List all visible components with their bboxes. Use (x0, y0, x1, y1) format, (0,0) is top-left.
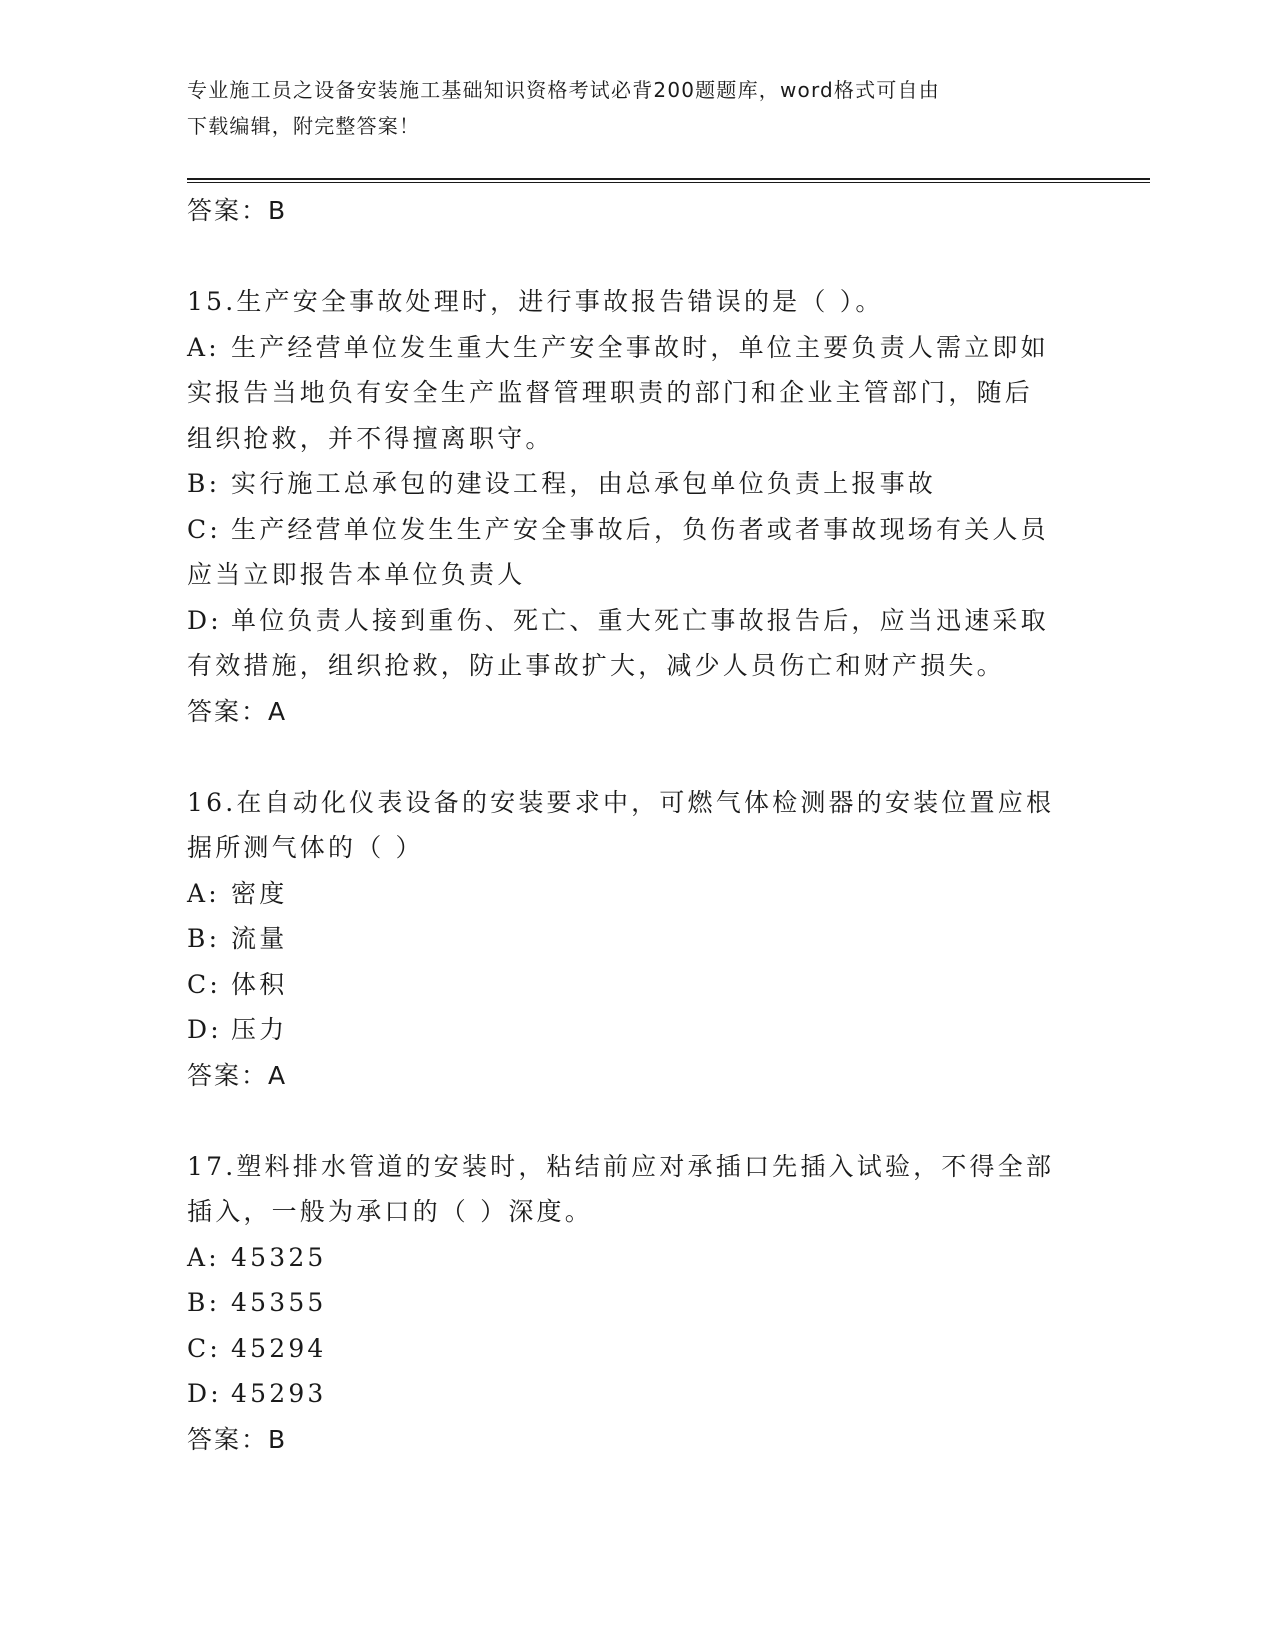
option-label: C: (187, 1333, 221, 1363)
option-d-continued: 有效措施，组织抢救，防止事故扩大，减少人员伤亡和财产损失。 (187, 651, 1005, 680)
question-stem-line: 据所测气体的（ ） (187, 833, 424, 862)
question-stem-line: 15.生产安全事故处理时，进行事故报告错误的是（ ）。 (187, 287, 884, 316)
option-label: B: (187, 924, 221, 953)
header-line-2: 下载编辑，附完整答案！ (187, 114, 421, 138)
option-c-continued: 应当立即报告本单位负责人 (187, 560, 526, 589)
previous-answer: 答案：B (187, 196, 288, 225)
option-label: A: (187, 878, 220, 908)
option-label: D: (187, 1015, 222, 1044)
option-text-line: 压力 (231, 1015, 288, 1044)
option-c (187, 962, 1087, 1008)
header-line-1: 专业施工员之设备安装施工基础知识资格考试必背200题题库，word格式可自由 (187, 78, 940, 102)
question-answer: 答案：B (187, 1424, 288, 1454)
option-text-line: 生产经营单位发生重大生产安全事故时，单位主要负责人需立即如 (231, 332, 1049, 362)
option-text-line: 生产经营单位发生生产安全事故后，负伤者或者事故现场有关人员 (231, 514, 1049, 544)
option-d (187, 598, 1087, 644)
option-c (187, 1326, 1087, 1372)
option-text-line: 单位负责人接到重伤、死亡、重大死亡事故报告后，应当迅速采取 (231, 605, 1049, 635)
header-divider (187, 178, 1150, 183)
question-stem-line: 17.塑料排水管道的安装时，粘结前应对承插口先插入试验，不得全部 (187, 1151, 1055, 1181)
option-label: B: (187, 469, 221, 498)
option-b (187, 1280, 1087, 1326)
option-label: C: (187, 514, 221, 544)
question-answer: 答案：A (187, 1060, 288, 1090)
question-15 (187, 279, 1087, 734)
option-label: D: (187, 605, 222, 635)
option-label: A: (187, 1242, 220, 1272)
option-text-line: 45293 (231, 1379, 327, 1408)
question-17 (187, 1144, 1087, 1463)
option-b (187, 916, 1087, 962)
spacer (187, 234, 1087, 280)
option-text-line: 45325 (231, 1242, 327, 1272)
option-text-line: 密度 (231, 878, 288, 908)
question-stem-line: 16.在自动化仪表设备的安装要求中，可燃气体检测器的安装位置应根 (187, 787, 1055, 817)
question-stem-line: 插入，一般为承口的（ ）深度。 (187, 1197, 593, 1226)
spacer (187, 1098, 1087, 1144)
option-a-continued: 组织抢救，并不得擅离职守。 (187, 423, 554, 453)
option-a-continued: 实报告当地负有安全生产监督管理职责的部门和企业主管部门，随后 (187, 378, 1034, 407)
document-header (187, 72, 1087, 144)
option-text-line: 实行施工总承包的建设工程，由总承包单位负责上报事故 (231, 469, 937, 498)
option-label: B: (187, 1288, 221, 1317)
option-d (187, 1371, 1087, 1417)
option-a (187, 325, 1087, 371)
option-text-line: 45294 (231, 1333, 327, 1363)
option-c (187, 507, 1087, 553)
option-label: C: (187, 969, 221, 999)
option-a (187, 871, 1087, 917)
question-16 (187, 780, 1087, 1099)
question-answer: 答案：A (187, 696, 288, 726)
option-label: D: (187, 1379, 222, 1408)
option-text-line: 流量 (231, 924, 288, 953)
spacer (187, 734, 1087, 780)
option-text-line: 体积 (231, 969, 288, 999)
option-text-line: 45355 (231, 1288, 327, 1317)
option-b (187, 461, 1087, 507)
option-a (187, 1235, 1087, 1281)
question-content (187, 188, 1087, 1462)
option-d (187, 1007, 1087, 1053)
option-label: A: (187, 332, 220, 362)
